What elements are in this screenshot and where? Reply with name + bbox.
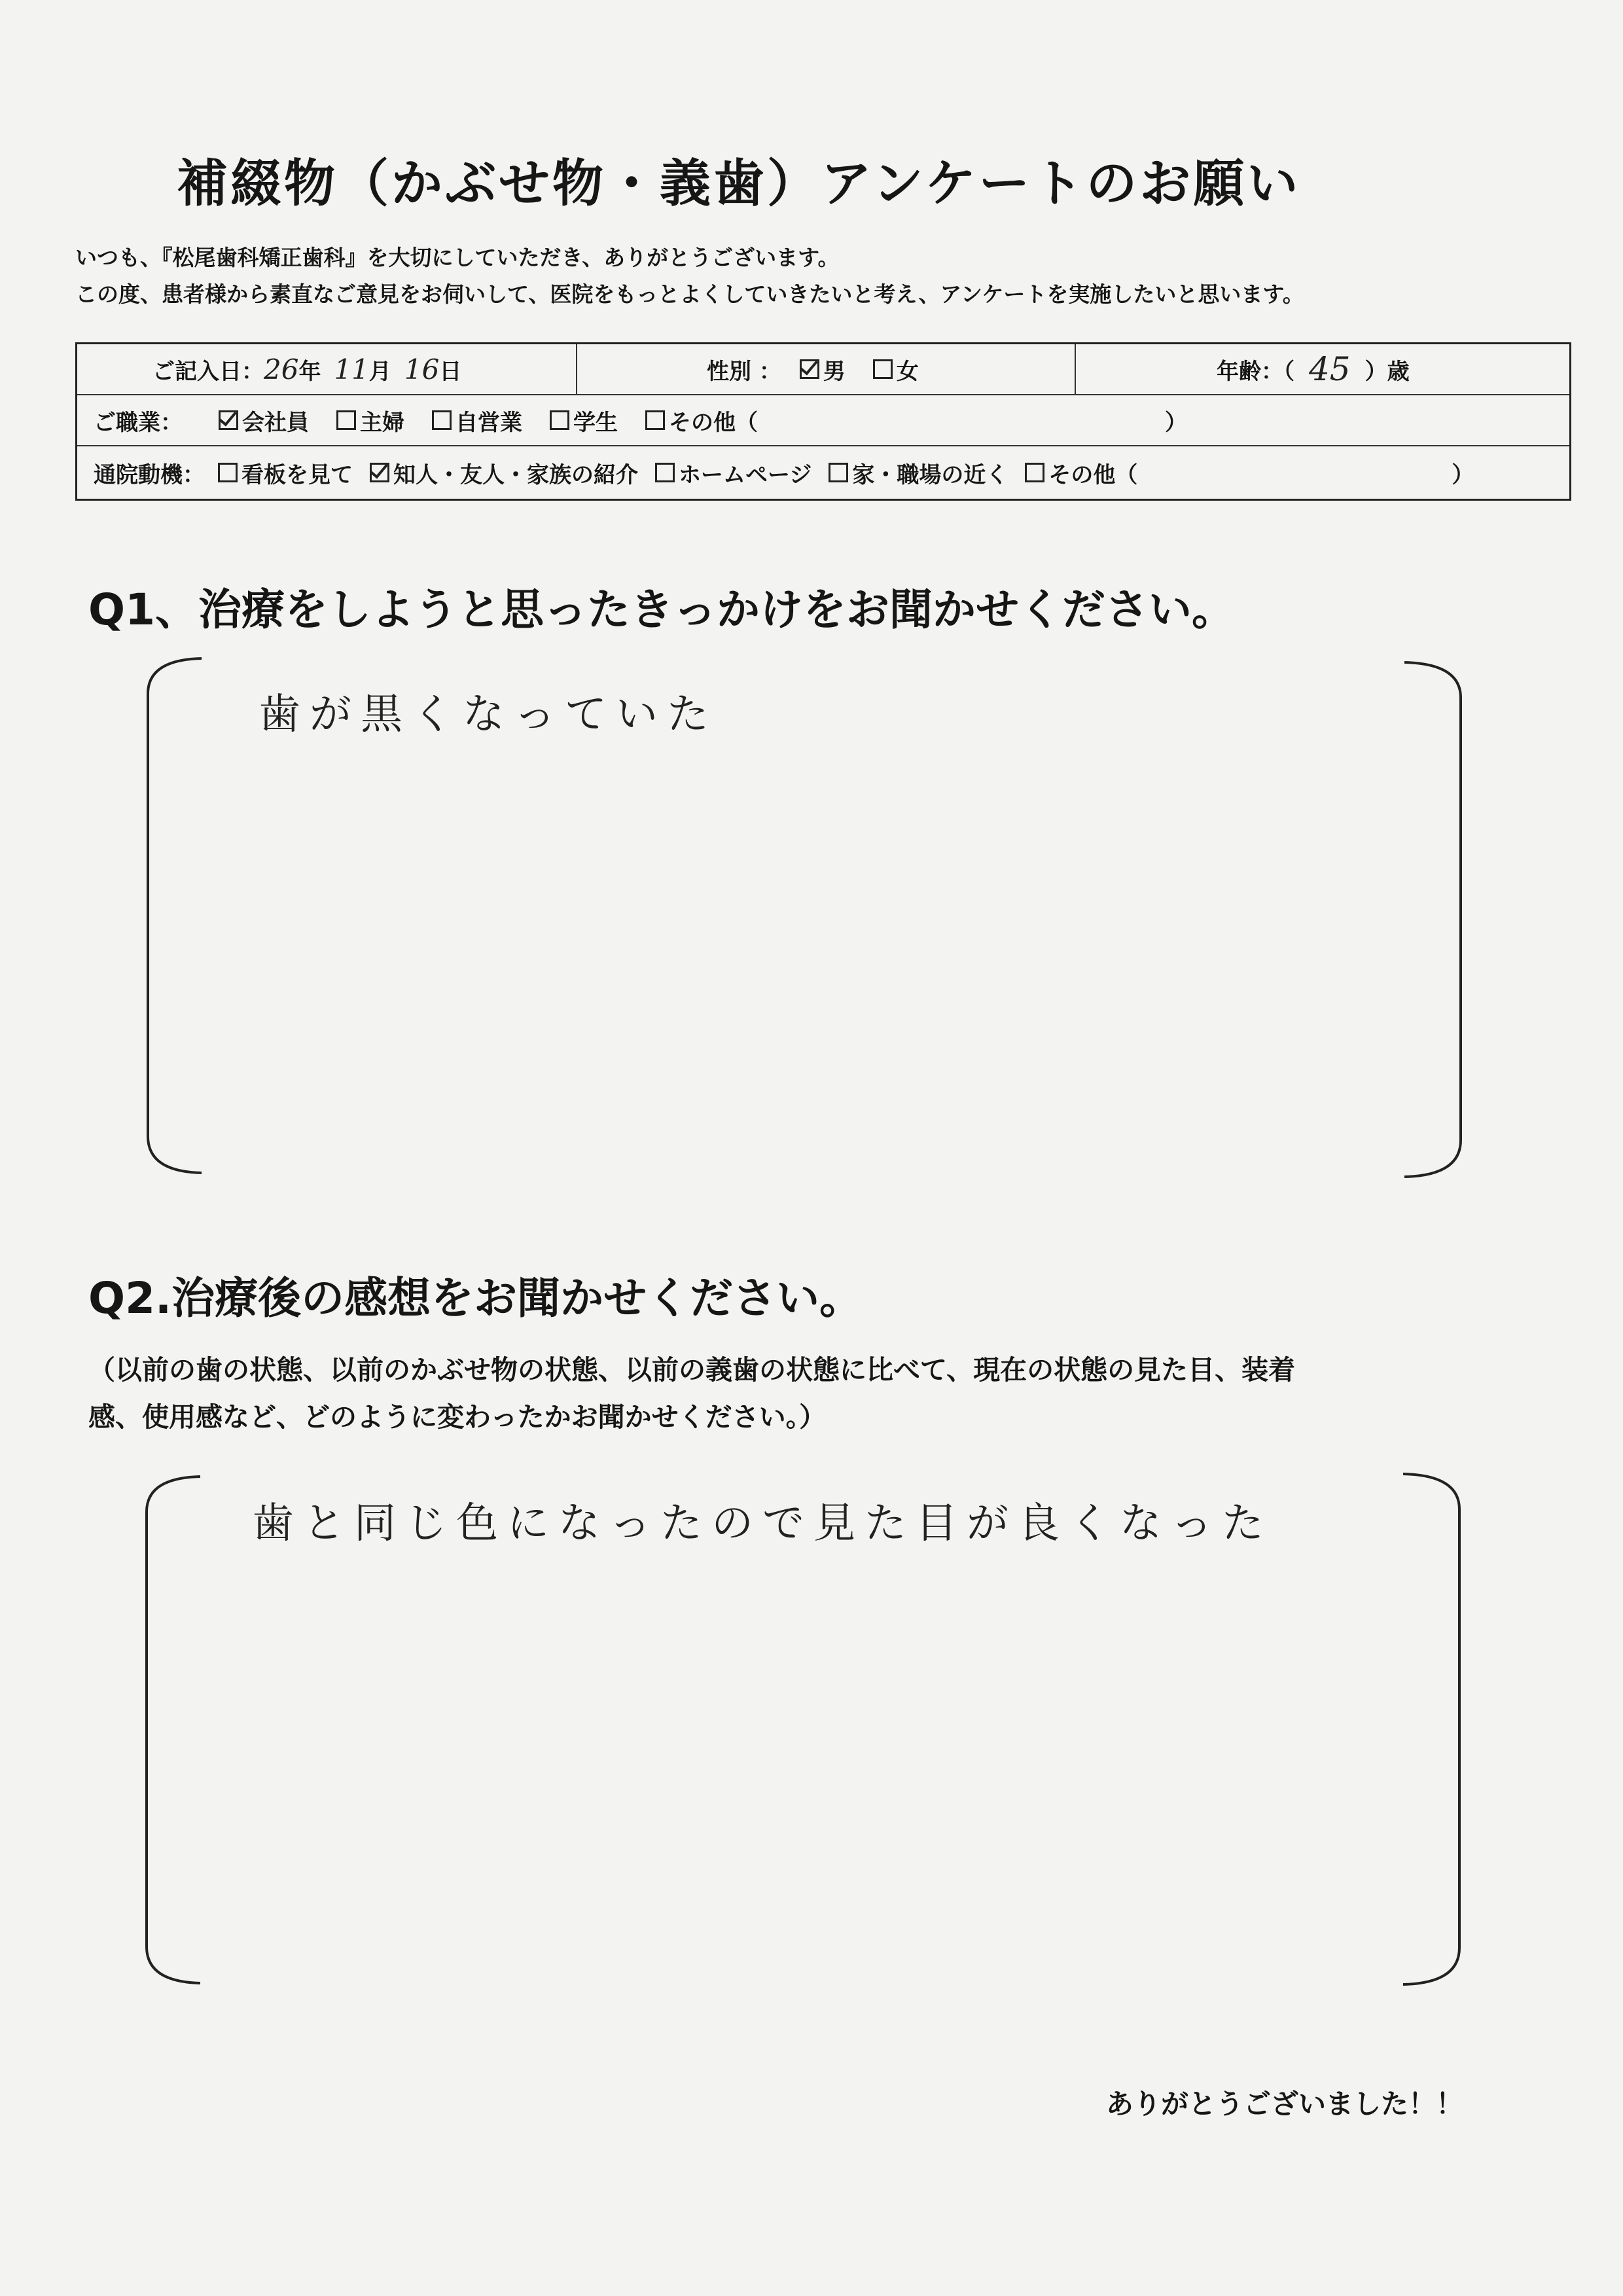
date-month-value[interactable]: 11 — [334, 353, 369, 386]
date-cell — [77, 344, 576, 394]
gender-female-label: 女 — [896, 358, 919, 385]
occupation-option-self-employed[interactable] — [432, 404, 522, 437]
page-title: 補綴物（かぶせ物・義歯）アンケートのお願い — [177, 154, 1301, 213]
q2-answer[interactable]: 歯と同じ色になったので見た目が良くなった — [252, 1499, 1273, 1548]
date-month-unit: 月 — [368, 358, 391, 385]
occupation-option-company-employee[interactable] — [219, 404, 309, 437]
occupation-cell — [77, 395, 1569, 445]
checkbox-icon[interactable] — [336, 410, 356, 430]
closing-thanks: ありがとうございました！！ — [1106, 2088, 1464, 2120]
gender-option-male[interactable] — [800, 353, 846, 386]
age-label: 年齢：（ — [1217, 358, 1294, 385]
question-2-note-line-1: （以前の歯の状態、以前のかぶせ物の状態、以前の義歯の状態に比べて、現在の状態の見た目、装着 — [88, 1354, 1296, 1386]
occupation-option-label: 学生 — [573, 409, 618, 436]
checkbox-icon[interactable] — [829, 463, 848, 482]
checkbox-checked-icon[interactable] — [219, 410, 238, 430]
visit-option-label: 看板を見て — [241, 461, 353, 488]
checkbox-icon[interactable] — [432, 410, 452, 430]
visit-option-label: ホームページ — [679, 461, 812, 488]
visit-reason-label: 通院動機： — [94, 461, 205, 488]
q2-right-bracket — [1400, 1470, 1466, 1991]
visit-reason-cell — [77, 446, 1569, 499]
age-unit: ）歳 — [1364, 358, 1410, 385]
visit-option-label: 知人・友人・家族の紹介 — [393, 461, 638, 488]
occupation-option-other[interactable] — [645, 404, 758, 437]
checkbox-checked-icon[interactable] — [370, 463, 389, 482]
checkbox-icon[interactable] — [655, 463, 675, 482]
date-day-unit: 日 — [439, 358, 462, 385]
visit-option-referral[interactable] — [370, 457, 638, 489]
occupation-option-label: その他（ — [669, 409, 758, 436]
visit-option-near-home-work[interactable] — [829, 457, 1008, 489]
date-label: ご記入日： — [152, 358, 264, 385]
visit-option-label: その他（ — [1048, 461, 1138, 488]
occupation-option-label: 自営業 — [455, 409, 522, 436]
visit-other-close: ） — [1452, 461, 1474, 488]
checkbox-icon[interactable] — [645, 410, 665, 430]
info-row-occupation — [77, 395, 1569, 446]
date-day-value[interactable]: 16 — [404, 353, 440, 386]
occupation-option-label: 会社員 — [242, 409, 309, 436]
info-row-visit-reason — [77, 446, 1569, 499]
visit-option-signboard[interactable] — [218, 457, 353, 489]
visit-option-label: 家・職場の近く — [852, 461, 1008, 488]
question-2: Q2.治療後の感想をお聞かせください。 — [88, 1273, 863, 1323]
gender-option-female[interactable] — [873, 353, 919, 386]
visit-option-other[interactable] — [1025, 457, 1137, 489]
question-2-note-line-2: 感、使用感など、どのように変わったかお聞かせください。） — [88, 1401, 827, 1433]
q1-left-bracket — [143, 655, 205, 1178]
checkbox-icon[interactable] — [1025, 463, 1044, 482]
intro-line-2: この度、患者様から素直なご意見をお伺いして、医院をもっとよくしていきたいと考え、アンケートを実施したいと思います。 — [75, 281, 1304, 307]
visit-option-homepage[interactable] — [655, 457, 812, 489]
question-1: Q1、治療をしようと思ったきっかけをお聞かせください。 — [88, 584, 1236, 635]
q1-right-bracket — [1402, 658, 1467, 1182]
q2-left-bracket — [141, 1473, 204, 1990]
age-value[interactable]: 45 — [1309, 350, 1351, 388]
intro-line-1: いつも、『松尾歯科矯正歯科』を大切にしていただき、ありがとうございます。 — [75, 245, 840, 270]
q1-answer[interactable]: 歯が黒くなっていた — [259, 691, 718, 739]
occupation-option-label: 主婦 — [360, 409, 404, 436]
checkbox-icon[interactable] — [873, 359, 893, 379]
gender-male-label: 男 — [823, 358, 846, 385]
checkbox-icon[interactable] — [550, 410, 569, 430]
gender-cell — [576, 344, 1075, 394]
respondent-info-table — [75, 342, 1571, 501]
checkbox-checked-icon[interactable] — [800, 359, 819, 379]
age-cell — [1075, 344, 1569, 394]
occupation-option-student[interactable] — [550, 404, 618, 437]
info-row-date-gender-age — [77, 344, 1569, 395]
occupation-other-close: ） — [1165, 409, 1187, 436]
checkbox-icon[interactable] — [218, 463, 238, 482]
occupation-option-housewife[interactable] — [336, 404, 404, 437]
date-year-unit: 年 — [298, 358, 321, 385]
occupation-label: ご職業： — [94, 409, 183, 436]
gender-label: 性別 ： — [707, 358, 781, 385]
date-year-value[interactable]: 26 — [264, 353, 299, 386]
